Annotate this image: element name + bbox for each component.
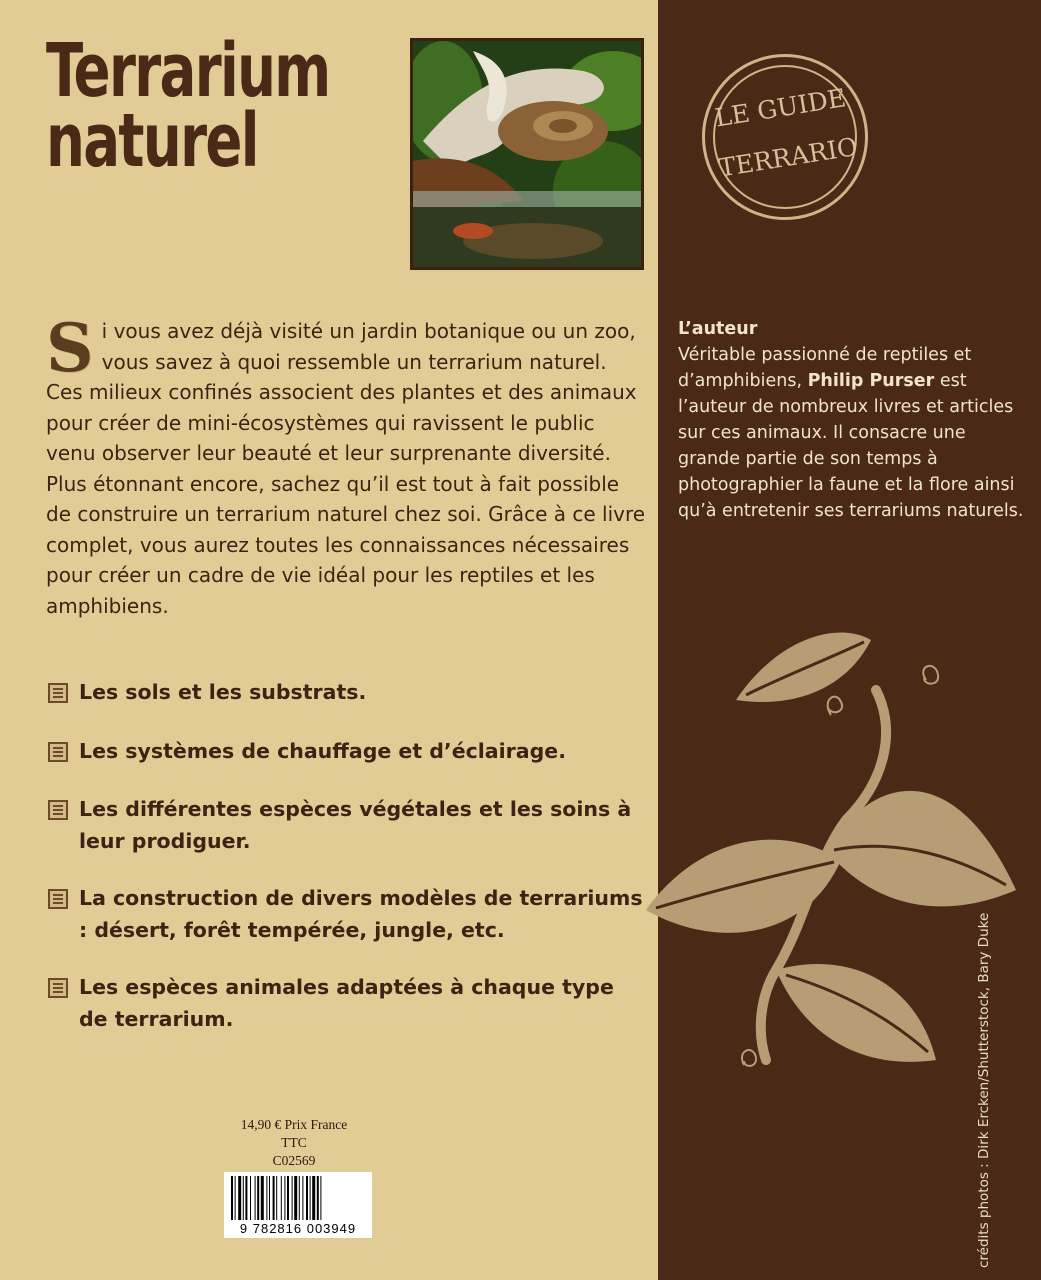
feature-item <box>48 793 648 857</box>
author-text-after: est l’auteur de nombreux livres et articles sur ces animaux. Il consacre une grande partie de son temps à photographier la faune et la flore ainsi qu’à entretenir ses terrariums naturels. <box>678 371 1024 521</box>
bullet-icon <box>48 742 68 762</box>
bullet-icon <box>48 800 68 820</box>
feature-text: Les systèmes de chauffage et d’éclairage. <box>79 739 566 763</box>
bullet-icon <box>48 683 68 703</box>
barcode-digits: 9 782816 003949 <box>239 1221 357 1236</box>
bullet-icon <box>48 889 68 909</box>
book-title <box>46 28 341 184</box>
stamp-line-2: TERRARIO <box>716 131 860 183</box>
feature-item <box>48 676 648 708</box>
drop-cap: S <box>46 309 94 387</box>
author-name: Philip Purser <box>807 371 935 391</box>
terrarium-photo <box>410 38 644 270</box>
feature-list <box>48 676 648 1035</box>
isbn-barcode <box>224 1172 372 1238</box>
feature-text: Les espèces animales adaptées à chaque type de terrarium. <box>79 975 614 1031</box>
author-heading: L’auteur <box>678 319 758 339</box>
feature-text: La construction de divers modèles de terrariums : désert, forêt tempérée, jungle, etc. <box>79 886 643 942</box>
feature-item <box>48 882 648 946</box>
author-text-before: Véritable passionné de reptiles et d’amphibiens, <box>678 345 972 391</box>
photo-credits: crédits photos : Dirk Ercken/Shutterstock, Bary Duke <box>976 912 992 1268</box>
bullet-icon <box>48 978 68 998</box>
title-line-2: naturel <box>46 98 258 184</box>
feature-text: Les différentes espèces végétales et les soins à leur prodiguer. <box>79 797 632 853</box>
price-text: 14,90 € Prix France TTC <box>240 1117 348 1150</box>
title-line-1: Terrarium <box>46 28 330 114</box>
stamp-line-1: LE GUIDE <box>712 83 848 133</box>
barcode-bars <box>230 1176 366 1220</box>
intro-text: i vous avez déjà visité un jardin botanique ou un zoo, vous savez à quoi ressemble un terrarium naturel. Ces milieux confinés associent des plantes et des animaux pour créer de mini-écosystèmes qui ravissent le public venu observer leur beauté et leur surprenante diversité. Plus étonnant encore, sachez qu’il est tout à fait possible de construire un terrarium naturel chez soi. Grâce à ce livre complet, vous aurez toutes les connaissances nécessaires pour créer un cadre de vie idéal pour les reptiles et les amphibiens. <box>46 319 646 618</box>
feature-item <box>48 971 648 1035</box>
intro-paragraph <box>46 309 646 621</box>
feature-item <box>48 735 648 767</box>
author-bio <box>678 316 1028 524</box>
feature-text: Les sols et les substrats. <box>79 680 367 704</box>
product-code: C02569 <box>272 1153 316 1168</box>
leaf-illustration <box>636 620 1026 1080</box>
